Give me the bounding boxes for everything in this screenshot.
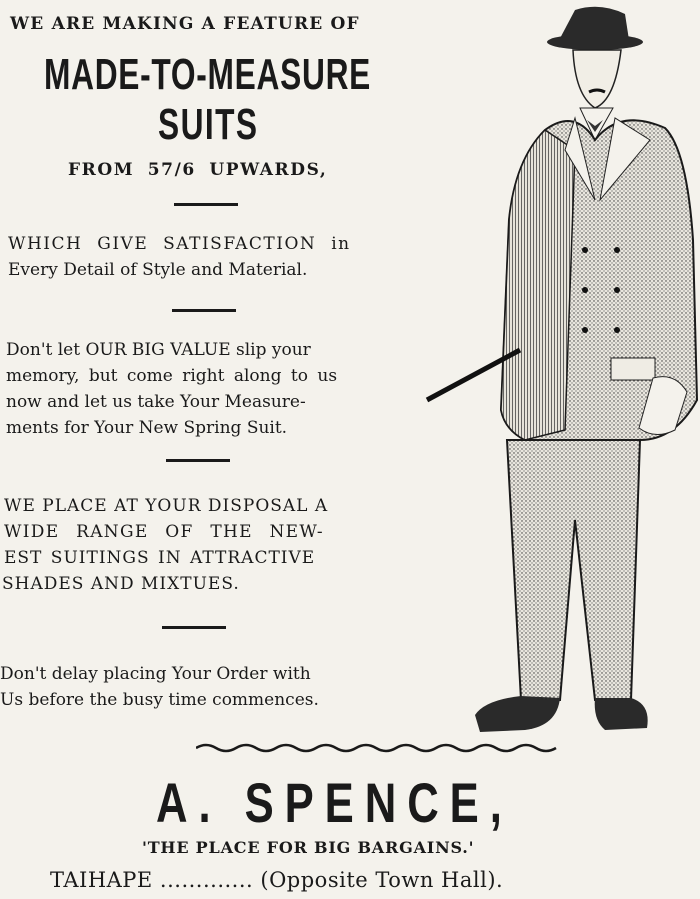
slogan: 'THE PLACE FOR BIG BARGAINS.' (142, 838, 475, 857)
wavy-rule-icon (196, 740, 558, 756)
headline-text-2: SUITS (158, 100, 259, 149)
para3-line4: SHADES AND MIXTUES. (2, 574, 240, 594)
merchant-name-text: A. SPENCE, (156, 771, 513, 834)
merchant-name (156, 770, 613, 835)
para3-line1: WE PLACE AT YOUR DISPOSAL A (4, 496, 329, 516)
para3-line2: WIDE RANGE OF THE NEW- (4, 522, 324, 542)
para3-line3: EST SUITINGS IN ATTRACTIVE (4, 548, 316, 568)
divider-rule-4 (162, 626, 226, 629)
divider-rule-2 (172, 309, 236, 312)
para2-line3: now and let us take Your Measure- (6, 392, 306, 412)
price-line: FROM 57/6 UPWARDS, (68, 160, 328, 180)
divider-rule-1 (174, 203, 238, 206)
address: TAIHAPE ............. (Opposite Town Hall). (50, 868, 504, 892)
headline-suits (158, 100, 298, 150)
divider-rule-3 (166, 459, 230, 462)
headline-text-1: MADE-TO-MEASURE (44, 50, 372, 99)
para4-line1: Don't delay placing Your Order with (0, 664, 311, 684)
para1-line2: Every Detail of Style and Material. (8, 260, 308, 280)
para2-line1: Don't let OUR BIG VALUE slip your (6, 340, 311, 360)
intro-line: WE ARE MAKING A FEATURE OF (10, 14, 360, 34)
man-in-suit-illustration-icon (425, 0, 700, 760)
para2-line4: ments for Your New Spring Suit. (6, 418, 288, 438)
para4-line2: Us before the busy time commences. (0, 690, 319, 710)
para2-line2: memory, but come right along to us (6, 366, 338, 386)
para1-line1: WHICH GIVE SATISFACTION in (8, 234, 351, 254)
